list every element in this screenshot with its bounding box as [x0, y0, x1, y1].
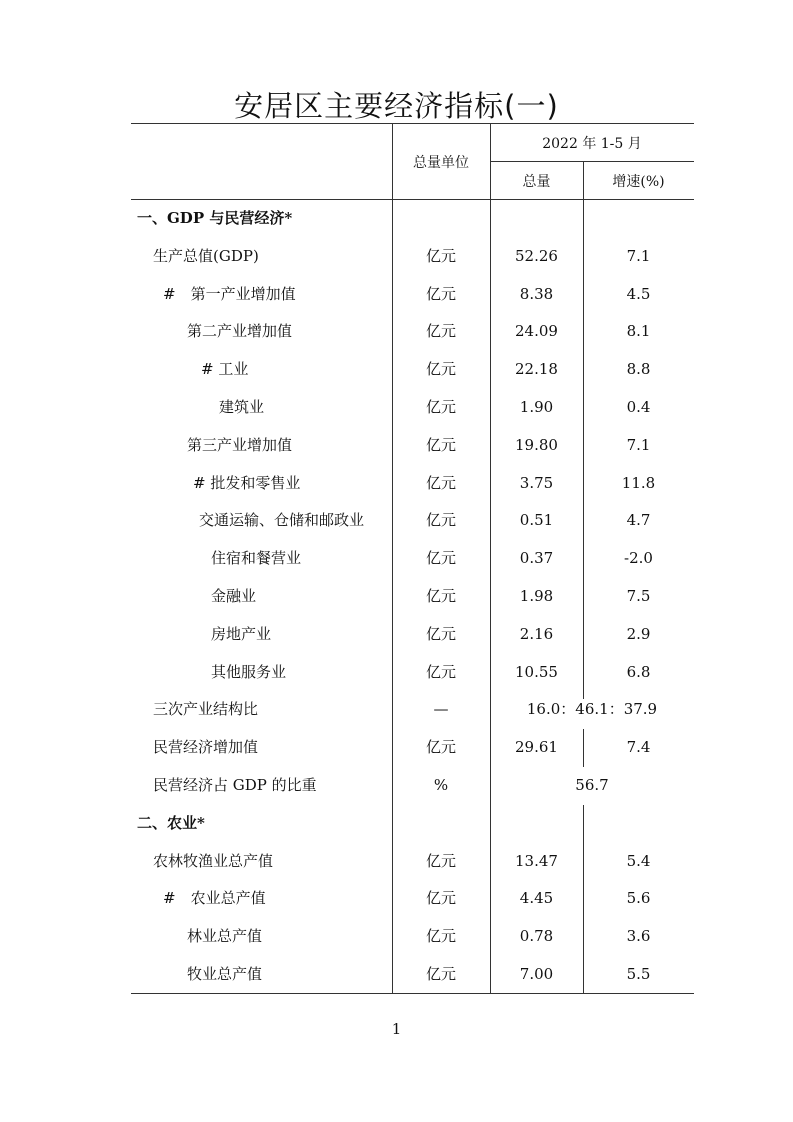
row-unit: 亿元: [425, 474, 456, 492]
row-total: 24.09: [515, 322, 558, 340]
row-total: 0.78: [519, 927, 554, 945]
row-name: 交通运输、仓储和邮政业: [199, 511, 365, 529]
row-unit: 亿元: [425, 360, 456, 378]
row-total: 2.16: [519, 625, 554, 643]
row-unit: 亿元: [425, 587, 456, 605]
row-unit: 亿元: [425, 625, 456, 643]
page-number: 1: [391, 1020, 402, 1038]
row-total: 1.98: [519, 587, 554, 605]
row-total: 8.38: [519, 285, 554, 303]
row-unit: 亿元: [425, 738, 456, 756]
row-name: # 批发和零售业: [193, 474, 301, 492]
row-growth: 7.4: [626, 738, 651, 756]
row-growth: -2.0: [624, 549, 653, 567]
row-total: 52.26: [515, 247, 558, 265]
table-bottom-rule: [131, 993, 694, 994]
row-name: 其他服务业: [211, 663, 287, 681]
row-growth: 5.5: [626, 965, 651, 983]
row-unit: 亿元: [425, 285, 456, 303]
row-name: 民营经济占 GDP 的比重: [153, 776, 317, 794]
row-unit: 亿元: [425, 852, 456, 870]
row-growth: 6.8: [626, 663, 651, 681]
row-name: # 第一产业增加值: [163, 285, 296, 303]
row-name: 民营经济增加值: [153, 738, 259, 756]
header-growth-label: 增速(%): [612, 174, 665, 190]
row-total: 22.18: [515, 360, 558, 378]
row-name: 生产总值(GDP): [153, 247, 259, 265]
row-name: 建筑业: [219, 398, 265, 416]
row-growth: 8.1: [626, 322, 651, 340]
row-growth: 5.4: [626, 852, 651, 870]
row-growth: 8.8: [626, 360, 651, 378]
row-unit: 亿元: [425, 889, 456, 907]
row-name: 金融业: [211, 587, 257, 605]
row-unit: 亿元: [425, 398, 456, 416]
row-total: 29.61: [515, 738, 558, 756]
row-name: 房地产业: [211, 625, 272, 643]
row-total: 4.45: [519, 889, 554, 907]
row-unit: 亿元: [425, 965, 456, 983]
row-growth: 5.6: [626, 889, 651, 907]
row-unit: 亿元: [425, 549, 456, 567]
row-name: # 工业: [201, 360, 249, 378]
row-unit: %: [433, 776, 449, 794]
row-unit: —: [433, 700, 449, 718]
row-unit: 亿元: [425, 247, 456, 265]
row-growth: 3.6: [626, 927, 651, 945]
row-unit: 亿元: [425, 511, 456, 529]
row-unit: 亿元: [425, 927, 456, 945]
row-merged-value: 56.7: [575, 776, 609, 794]
row-growth: 2.9: [626, 625, 651, 643]
row-total: 0.51: [519, 511, 554, 529]
row-name: # 农业总产值: [163, 889, 266, 907]
row-total: 13.47: [515, 852, 558, 870]
row-unit: 亿元: [425, 663, 456, 681]
row-name: 三次产业结构比: [153, 700, 259, 718]
row-unit: 亿元: [425, 436, 456, 454]
row-name: 第三产业增加值: [187, 436, 293, 454]
page-title: 安居区主要经济指标(一): [234, 89, 559, 123]
row-total: 1.90: [519, 398, 554, 416]
row-growth: 7.1: [626, 436, 651, 454]
header-total-label: 总量: [522, 174, 551, 190]
row-merged-value: 16.0：46.1：37.9: [526, 700, 658, 718]
row-growth: 7.1: [626, 247, 651, 265]
header-unit-label: 总量单位: [413, 155, 469, 171]
row-name: 牧业总产值: [187, 965, 263, 983]
row-growth: 11.8: [621, 474, 656, 492]
row-name: 农林牧渔业总产值: [153, 852, 274, 870]
row-total: 19.80: [515, 436, 558, 454]
row-name: 住宿和餐营业: [211, 549, 302, 567]
row-name: 第二产业增加值: [187, 322, 293, 340]
row-growth: 4.5: [626, 285, 651, 303]
row-total: 10.55: [515, 663, 558, 681]
row-total: 7.00: [519, 965, 554, 983]
row-total: 3.75: [519, 474, 554, 492]
row-total: 0.37: [519, 549, 554, 567]
row-growth: 4.7: [626, 511, 651, 529]
row-growth: 7.5: [626, 587, 651, 605]
row-name: 一、GDP 与民营经济*: [137, 209, 293, 227]
header-period: 2022 年 1-5 月: [542, 136, 642, 152]
row-growth: 0.4: [626, 398, 651, 416]
row-unit: 亿元: [425, 322, 456, 340]
column-divider-growth-header: [583, 161, 584, 699]
row-name: 二、农业*: [137, 814, 205, 832]
table-top-rule: [131, 123, 694, 124]
header-sub-rule: [490, 161, 694, 162]
header-bottom-rule: [131, 199, 694, 200]
row-name: 林业总产值: [187, 927, 263, 945]
